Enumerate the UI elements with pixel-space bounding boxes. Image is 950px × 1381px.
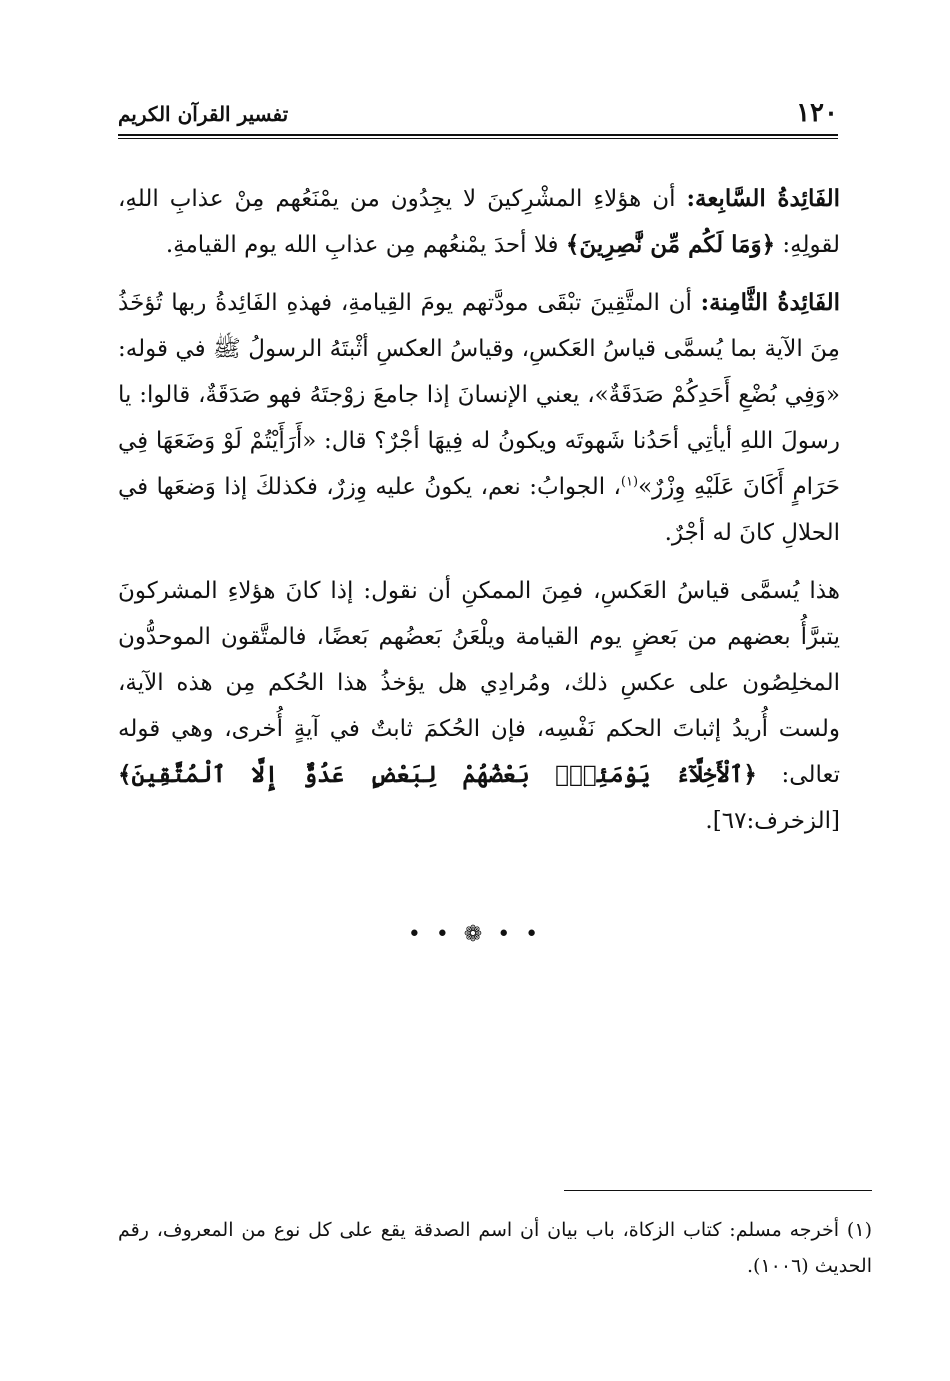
paragraph-text: أن هؤلاءِ المشْرِكينَ لا يجِدُون من يمْنَعُهم مِنْ عذابِ اللهِ، لقولِهِ: [118, 186, 840, 258]
verse-reference: [الزخرف:٦٧]. [705, 808, 840, 834]
footnote: (١) أخرجه مسلم: كتاب الزكاة، باب بيان أن اسم الصدقة يقع على كل نوع من المعروف، رقم الحديث (١٠٠٦). [118, 1219, 872, 1277]
paragraph-seventh-benefit [118, 176, 840, 268]
quran-verse: ﴿ٱلْأَخِلَّآءُ يَوْمَئِذٍۭ بَعْضُهُمْ لِبَعْضٍ عَدُوٌّ إِلَّا ٱلْمُتَّقِينَ﴾ [118, 761, 757, 788]
page-header [118, 98, 838, 134]
paragraph-text: أن المتَّقِينَ تبْقَى مودَّتهم يومَ القِيامةِ، فهذهِ الفَائِدةُ ربها تُؤخَذُ مِنَ الآية بما يُسمَّى قياسُ العَكسِ، وقياسُ العكسِ أثْبتَهُ الرسولُ ﷺ في قوله: «وَفِي بُضْعِ أَحَدِكُمْ صَدَقَةٌ»، يعني الإنسانَ إذا جامعَ زوْجتَهُ فهو صَدَقَةٌ، قالوا: يا رسولَ اللهِ أيأتِي أحَدُنا شَهوتَه ويكونُ له فِيهَا أجْرٌ؟ قال: «أَرَأَيْتُمْ لَوْ وَضَعَهَا فِي حَرَامٍ أَكَانَ عَلَيْهِ وِزْرٌ» [118, 290, 840, 500]
paragraph-reverse-analogy [118, 568, 840, 844]
body-text [118, 176, 840, 856]
page-number: ١٢٠ [796, 98, 838, 128]
footnote-reference[interactable]: (١) [620, 474, 639, 490]
running-title: تفسير القرآن الكريم [118, 102, 289, 126]
paragraph-text: هذا يُسمَّى قياسُ العَكسِ، فمِنَ الممكنِ أن نقول: إذا كانَ هؤلاءِ المشركونَ يتبرَّأُ بعضهم من بَعضٍ يوم القيامة ويلْعَنُ بَعضُهم بَعضًا، فالمتَّقون الموحدُّون المخلِصُون على عكسِ ذلك، ومُرادِي هل يؤخذُ هذا الحُكم مِن هذه الآية، ولست أُريدُ إثباتَ الحكم نَفْسِه، فإن الحُكمَ ثابتٌ في آيةٍ أُخرى، وهي قوله تعالى: [118, 578, 840, 788]
paragraph-text: ، الجوابُ: نعم، يكونُ عليه وِزرٌ، فكذلكَ إذا وَضعَها في الحلالِ كانَ له أجْرٌ. [118, 474, 840, 546]
quran-verse: ﴿وَمَا لَكُم مِّن نَّٰصِرِينَ﴾ [565, 231, 776, 258]
paragraph-eighth-benefit [118, 280, 840, 556]
section-ornament: • • ❁ • • [407, 922, 543, 947]
header-rule [118, 134, 838, 139]
paragraph-lead: الفَائِدةُ السَّابِعة: [686, 185, 840, 212]
paragraph-text: فلا أحدَ يمْنعُهم مِن عذابِ الله يوم القيامةِ. [165, 232, 566, 258]
footnote-rule [564, 1190, 872, 1191]
paragraph-lead: الفَائِدةُ الثَّامِنة: [700, 289, 840, 316]
